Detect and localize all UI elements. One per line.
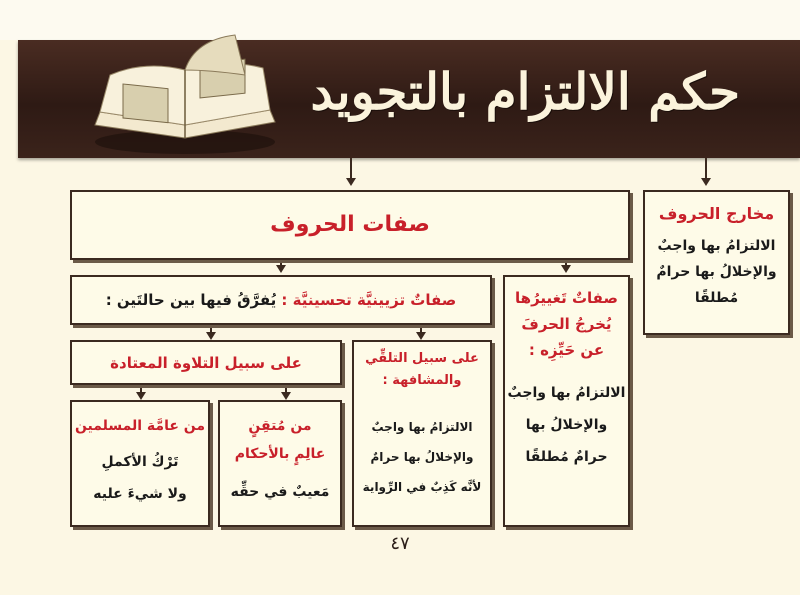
talaqqi-label: على سبيل التلقِّي — [365, 351, 479, 366]
amma-label: من عامَّة المسلمين — [74, 418, 206, 434]
arrow-down-icon — [281, 392, 291, 400]
makharij-box — [643, 190, 790, 335]
open-book-icon — [85, 30, 285, 160]
amma-line: تَرْكُ الأكملِ — [101, 454, 179, 470]
arrow-down-icon — [561, 265, 571, 273]
mutqin-label: عالِمٍ بالأحكام — [234, 446, 326, 462]
taghyiriya-label: يُخرجُ الحرفَ — [521, 315, 612, 333]
page-title: حكم الالتزام بالتجويد — [310, 62, 740, 121]
connector — [350, 158, 352, 178]
talaqqi-box — [352, 340, 492, 527]
tilawa-box — [70, 340, 342, 385]
amma-box — [70, 400, 210, 527]
arrow-down-icon — [136, 392, 146, 400]
arrow-down-icon — [346, 178, 356, 186]
arrow-down-icon — [276, 265, 286, 273]
taghyiriya-line: والإخلالُ بها — [525, 417, 608, 433]
taghyiriya-line: الالتزامُ بها واجبٌ — [507, 385, 626, 401]
mutqin-line: مَعيبٌ في حقِّه — [230, 484, 330, 500]
makharij-line: والإخلالُ بها حرامٌ — [656, 264, 777, 280]
taghyiriya-label: عن حَيِّزِه : — [528, 341, 605, 359]
talaqqi-line: لأنَّه كَذِبٌ في الرِّواية — [362, 480, 482, 494]
mutqin-label: من مُتقِنٍ — [248, 418, 312, 434]
tilawa-heading: على سبيل التلاوة المعتادة — [110, 354, 302, 372]
talaqqi-line: والإخلالُ بها حرامٌ — [370, 450, 474, 464]
talaqqi-line: الالتزامُ بها واجبٌ — [371, 420, 473, 434]
arrow-down-icon — [206, 332, 216, 340]
tazyiniya-heading: صفاتٌ تزيينيَّة تحسينيَّة : — [281, 291, 457, 309]
sifat-heading: صفات الحروف — [270, 212, 430, 237]
makharij-line: الالتزامُ بها واجبٌ — [657, 238, 776, 254]
arrow-down-icon — [416, 332, 426, 340]
amma-line: ولا شيءَ عليه — [93, 486, 187, 502]
taghyiriya-box — [503, 275, 630, 527]
makharij-heading: مخارج الحروف — [658, 204, 775, 223]
mutqin-box — [218, 400, 342, 527]
taghyiriya-line: حرامٌ مُطلقًا — [525, 449, 608, 465]
makharij-line: مُطلقًا — [694, 290, 739, 306]
page-number: ٤٧ — [390, 533, 410, 554]
connector — [705, 158, 707, 178]
arrow-down-icon — [701, 178, 711, 186]
talaqqi-label: والمشافهة : — [382, 373, 462, 388]
sifat-box — [70, 190, 630, 260]
tazyiniya-box — [70, 275, 492, 325]
taghyiriya-label: صفاتٌ تَغييرُها — [515, 289, 618, 307]
tazyiniya-subheading: يُفرَّقُ فيها بين حالتَين : — [105, 291, 277, 309]
